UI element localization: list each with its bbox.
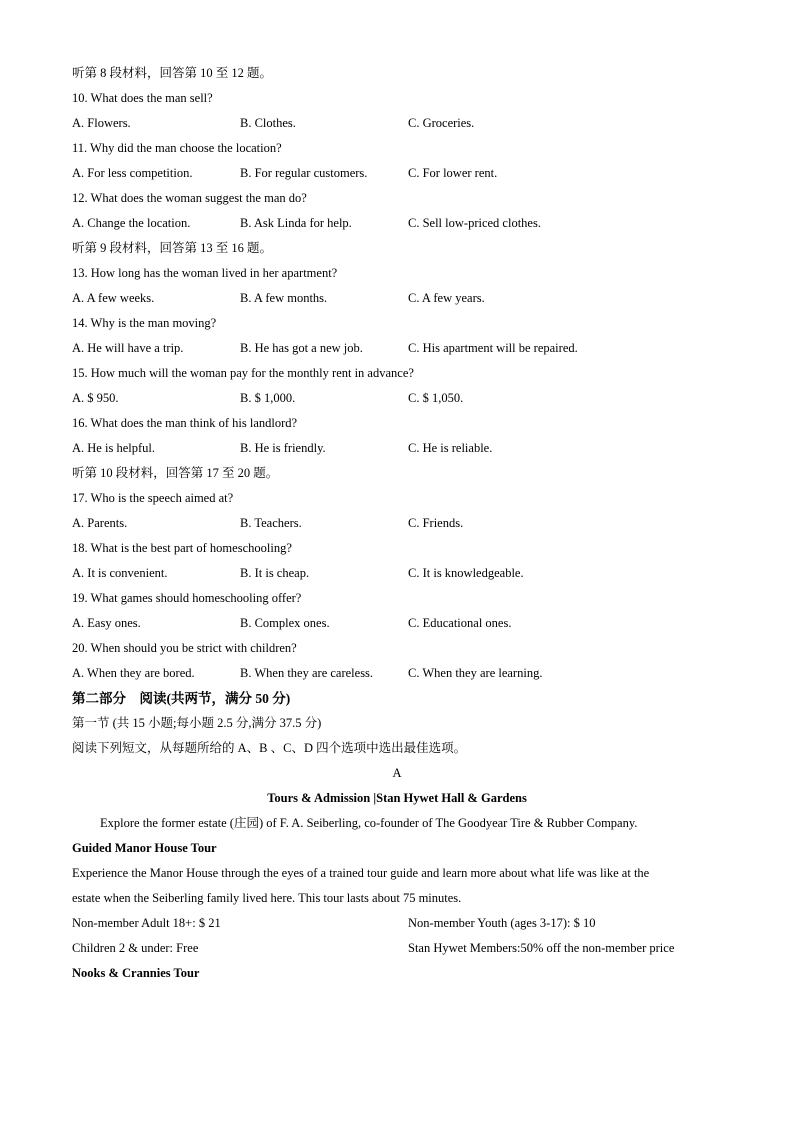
options-15 [72, 386, 722, 411]
option-c: C. $ 1,050. [408, 391, 464, 405]
option-a: A. He is helpful. [72, 441, 155, 455]
price-youth: Non-member Youth (ages 3-17): $ 10 [408, 916, 596, 930]
question-10: 10. What does the man sell? [72, 91, 213, 105]
question-12: 12. What does the woman suggest the man do? [72, 191, 307, 205]
question-15: 15. How much will the woman pay for the monthly rent in advance? [72, 366, 414, 380]
option-a: A. Flowers. [72, 116, 131, 130]
option-c: C. He is reliable. [408, 441, 493, 455]
option-a: A. When they are bored. [72, 666, 195, 680]
option-b: B. It is cheap. [240, 566, 310, 580]
option-c: C. A few years. [408, 291, 485, 305]
option-c: C. His apartment will be repaired. [408, 341, 578, 355]
option-b: B. Clothes. [240, 116, 296, 130]
option-b: B. When they are careless. [240, 666, 374, 680]
tour-title-manor-house: Guided Manor House Tour [72, 841, 217, 855]
option-b: B. $ 1,000. [240, 391, 296, 405]
part-two-instructions: 阅读下列短文，从每题所给的 A、B 、C、D 四个选项中选出最佳选项。 [72, 741, 467, 755]
option-c: C. Educational ones. [408, 616, 512, 630]
option-b: B. Complex ones. [240, 616, 330, 630]
options-10 [72, 111, 722, 136]
question-13: 13. How long has the woman lived in her apartment? [72, 266, 338, 280]
tour-title-nooks-crannies: Nooks & Crannies Tour [72, 966, 200, 980]
tour-description-line-1: Experience the Manor House through the eyes of a trained tour guide and learn more about what life was like at the [72, 866, 650, 880]
question-16: 16. What does the man think of his landlord? [72, 416, 298, 430]
options-13 [72, 286, 722, 311]
option-a: A. A few weeks. [72, 291, 155, 305]
option-a: A. Easy ones. [72, 616, 141, 630]
tour-description-line-2: estate when the Seiberling family lived here. This tour lasts about 75 minutes. [72, 891, 462, 905]
option-c: C. Friends. [408, 516, 464, 530]
price-members: Stan Hywet Members:50% off the non-member price [408, 941, 675, 955]
section-heading-10: 听第 10 段材料，回答第 17 至 20 题。 [72, 466, 279, 480]
section-heading-8: 听第 8 段材料，回答第 10 至 12 题。 [72, 66, 273, 80]
options-20 [72, 661, 722, 686]
option-c: C. It is knowledgeable. [408, 566, 524, 580]
question-17: 17. Who is the speech aimed at? [72, 491, 234, 505]
option-b: B. He is friendly. [240, 441, 326, 455]
question-11: 11. Why did the man choose the location? [72, 141, 282, 155]
question-18: 18. What is the best part of homeschooling? [72, 541, 292, 555]
passage-letter: A [392, 766, 402, 780]
option-b: B. He has got a new job. [240, 341, 363, 355]
option-c: C. When they are learning. [408, 666, 543, 680]
question-20: 20. When should you be strict with children? [72, 641, 297, 655]
options-16 [72, 436, 722, 461]
price-adult: Non-member Adult 18+: $ 21 [72, 916, 221, 930]
options-19 [72, 611, 722, 636]
part-two-heading: 第二部分 阅读(共两节，满分 50 分) [72, 691, 291, 706]
options-12 [72, 211, 722, 236]
price-row-1 [72, 911, 722, 936]
part-two-section-one: 第一节 (共 15 小题;每小题 2.5 分,满分 37.5 分) [72, 716, 322, 730]
passage-title: Tours & Admission |Stan Hywet Hall & Gardens [267, 791, 527, 805]
option-b: B. Ask Linda for help. [240, 216, 352, 230]
option-a: A. It is convenient. [72, 566, 168, 580]
option-a: A. Change the location. [72, 216, 191, 230]
options-11 [72, 161, 722, 186]
option-b: B. Teachers. [240, 516, 302, 530]
option-c: C. Sell low-priced clothes. [408, 216, 541, 230]
section-heading-9: 听第 9 段材料，回答第 13 至 16 题。 [72, 241, 273, 255]
option-b: B. A few months. [240, 291, 328, 305]
price-row-2 [72, 936, 722, 961]
question-19: 19. What games should homeschooling offer? [72, 591, 302, 605]
options-17 [72, 511, 722, 536]
passage-intro: Explore the former estate (庄园) of F. A. Seiberling, co-founder of The Goodyear Tire & Rubber Company. [100, 816, 638, 830]
page-content [72, 61, 722, 986]
options-14 [72, 336, 722, 361]
option-a: A. $ 950. [72, 391, 119, 405]
option-c: C. Groceries. [408, 116, 475, 130]
options-18 [72, 561, 722, 586]
question-14: 14. Why is the man moving? [72, 316, 217, 330]
option-a: A. For less competition. [72, 166, 193, 180]
option-c: C. For lower rent. [408, 166, 498, 180]
option-b: B. For regular customers. [240, 166, 368, 180]
option-a: A. Parents. [72, 516, 128, 530]
price-children: Children 2 & under: Free [72, 941, 199, 955]
option-a: A. He will have a trip. [72, 341, 184, 355]
